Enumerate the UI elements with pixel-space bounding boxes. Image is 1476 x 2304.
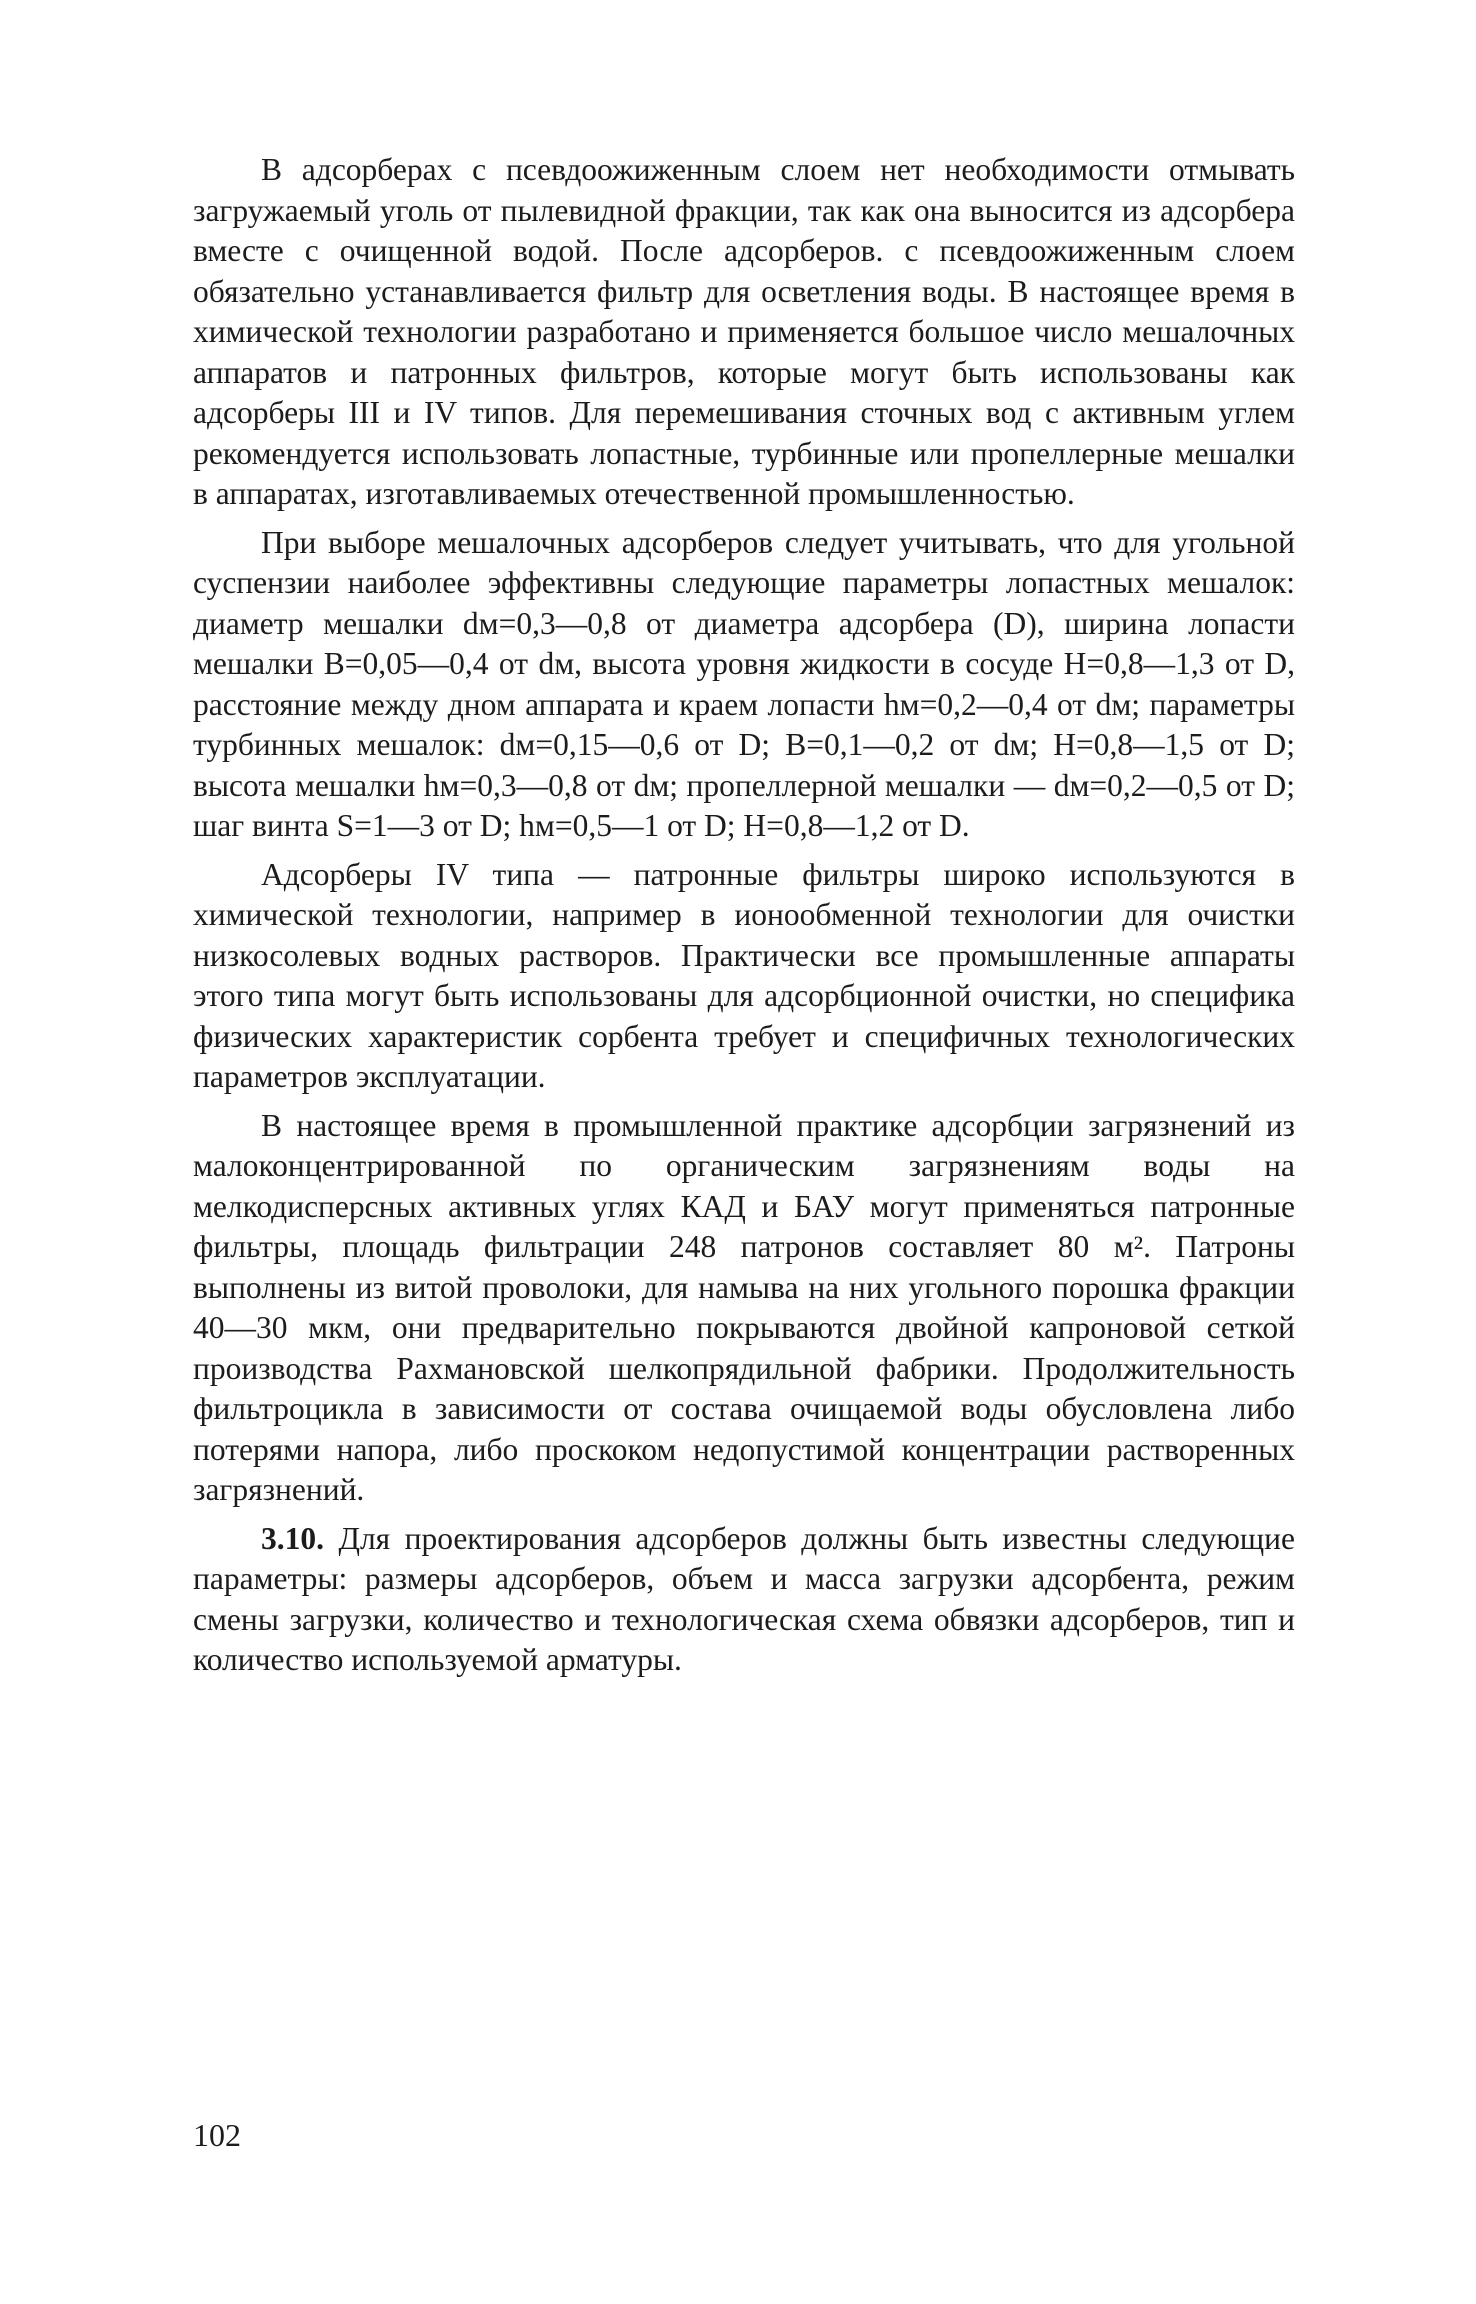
paragraph-2: При выборе мешалочных адсорберов следует учитывать, что для угольной суспензии наиболее эффективны следующие параметры лопастных мешалок: диаметр мешалки dм=0,3—0,8 от диаметра адсорбера (D), ширина лопасти мешалки B=0,05—0,4 от dм, высота уровня жидкости в сосуде H=0,8—1,3 от D, расстояние между дном аппарата и краем лопасти hм=0,2—0,4 от dм; параметры турбинных мешалок: dм=0,15—0,6 от D; B=0,1—0,2 от dм; H=0,8—1,5 от D; высота мешалки hм=0,3—0,8 от dм; пропеллерной мешалки — dм=0,2—0,5 от D; шаг винта S=1—3 от D; hм=0,5—1 от D; H=0,8—1,2 от D. [193, 524, 1295, 843]
page-number: 102 [193, 2117, 241, 2153]
section-paragraph [193, 1519, 1295, 1681]
paragraph-4: В настоящее время в промышленной практике адсорбции загрязнений из малоконцентрированной по органическим загрязнениям воды на мелкодисперсных активных углях КАД и БАУ могут применяться патронные фильтры, площадь фильтрации 248 патронов составляет 80 м². Патроны выполнены из витой проволоки, для намыва на них угольного порошка фракции 40—30 мкм, они предварительно покрываются двойной капроновой сеткой производства Рахмановской шелкопрядильной фабрики. Продолжительность фильтроцикла в зависимости от состава очищаемой воды обусловлена либо потерями напора, либо проскоком недопустимой концентрации растворенных загрязнений. [193, 1107, 1295, 1507]
paragraph-1: В адсорберах с псевдоожиженным слоем нет необходимости отмывать загружаемый уголь от пылевидной фракции, так как она выносится из адсорбера вместе с очищенной водой. После адсорберов. с псевдоожиженным слоем обязательно устанавливается фильтр для осветления воды. В настоящее время в химической технологии разработано и применяется большое число мешалочных аппаратов и патронных фильтров, которые могут быть использованы как адсорберы III и IV типов. Для перемешивания сточных вод с активным углем рекомендуется использовать лопастные, турбинные или пропеллерные мешалки в аппаратах, изготавливаемых отечественной промышленностью. [193, 152, 1295, 511]
page-body [193, 150, 1295, 1681]
section-number: 3.10. [261, 1520, 324, 1556]
section-text: Для проектирования адсорберов должны быть известны следующие параметры: размеры адсорберов, объем и масса загрузки адсорбента, режим смены загрузки, количество и технологическая схема обвязки адсорберов, тип и количество используемой арматуры. [193, 1520, 1296, 1677]
paragraph-3: Адсорберы IV типа — патронные фильтры широко используются в химической технологии, например в ионообменной технологии для очистки низкосолевых водных растворов. Практически все промышленные аппараты этого типа могут быть использованы для адсорбционной очистки, но специфика физических характеристик сорбента требует и специфичных технологических параметров эксплуатации. [193, 856, 1295, 1094]
